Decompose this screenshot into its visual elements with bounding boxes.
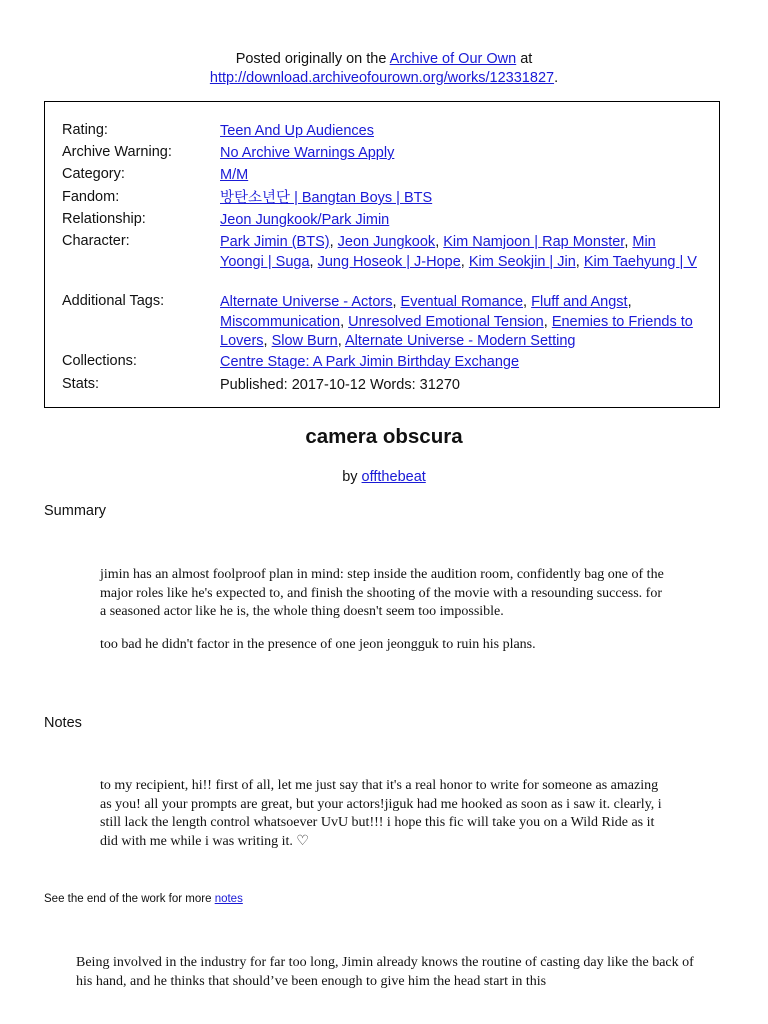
summary-text bbox=[100, 566, 665, 654]
see-end-notes bbox=[44, 893, 243, 905]
character-link[interactable]: Park Jimin (BTS) bbox=[220, 234, 330, 250]
byline bbox=[0, 469, 768, 485]
notes-paragraph: to my recipient, hi!! first of all, let me just say that it's a real honor to write for someone as amazing as you! all your prompts are great, but your actors!jiguk had me hooked as soon as i saw it. clearly, i still lack the length control whatsoever UvU but!!! i hope this fic will take you on a Wild Ride as it did with me while i was writing it. ♡ bbox=[100, 778, 662, 849]
posted-originally-header bbox=[0, 50, 768, 88]
collection-link[interactable]: Centre Stage: A Park Jimin Birthday Exchange bbox=[220, 354, 520, 370]
character-link[interactable]: Min Yoongi | Suga bbox=[220, 234, 656, 270]
tag-link[interactable]: Fluff and Angst bbox=[531, 294, 628, 310]
notes-link[interactable]: notes bbox=[214, 893, 243, 905]
character-link[interactable]: Jung Hoseok | J-Hope bbox=[317, 253, 461, 270]
fandom-link[interactable]: 방탄소년단 | Bangtan Boys | BTS bbox=[220, 190, 433, 206]
archive-warning-label: Archive Warning: bbox=[62, 144, 172, 160]
relationship-link[interactable]: Jeon Jungkook/Park Jimin bbox=[220, 212, 390, 228]
fandom-label: Fandom: bbox=[62, 189, 120, 205]
character-link[interactable]: Kim Seokjin | Jin bbox=[468, 253, 576, 270]
character-link[interactable]: Kim Taehyung | V bbox=[583, 253, 697, 270]
story-text bbox=[76, 953, 696, 991]
tag-link[interactable]: Miscommunication bbox=[220, 313, 341, 330]
collections-label: Collections: bbox=[62, 353, 137, 369]
stats-value: Published: 2017-10-12 Words: 31270 bbox=[220, 377, 460, 393]
tag-link[interactable]: Eventual Romance bbox=[400, 294, 524, 310]
stats-label: Stats: bbox=[62, 376, 100, 392]
posted-middle: at bbox=[520, 51, 533, 67]
additional-tags-list: Alternate Universe - Actors, Eventual Romance, Fluff and Angst, Miscommunication, Unresolved Emotional Tension, Enemies to Friends to Lovers, Slow Burn, Alternate Universe - Modern Setting bbox=[220, 294, 693, 349]
rating-label: Rating: bbox=[62, 122, 108, 138]
rating-link[interactable]: Teen And Up Audiences bbox=[220, 123, 374, 139]
character-list: Park Jimin (BTS), Jeon Jungkook, Kim Namjoon | Rap Monster, Min Yoongi | Suga, Jung Hoseok | J-Hope, Kim Seokjin | Jin, Kim Taehyung | V bbox=[220, 234, 697, 270]
tag-link[interactable]: Enemies to Friends to Lovers bbox=[220, 313, 693, 349]
by-label: by bbox=[342, 469, 358, 485]
author-link[interactable]: offthebeat bbox=[361, 469, 426, 485]
work-title: camera obscura bbox=[305, 425, 463, 448]
tag-link[interactable]: Unresolved Emotional Tension bbox=[348, 313, 544, 330]
character-label: Character: bbox=[62, 233, 130, 249]
category-link[interactable]: M/M bbox=[220, 167, 249, 183]
see-end-prefix: See the end of the work for more bbox=[44, 893, 212, 905]
work-metadata-box bbox=[44, 101, 720, 408]
tag-link[interactable]: Slow Burn bbox=[271, 333, 338, 349]
work-url-link[interactable]: http://download.archiveofourown.org/works/12331827 bbox=[209, 70, 555, 86]
relationship-label: Relationship: bbox=[62, 211, 146, 227]
character-link[interactable]: Kim Namjoon | Rap Monster bbox=[443, 234, 625, 250]
additional-tags-label: Additional Tags: bbox=[62, 293, 165, 309]
character-link[interactable]: Jeon Jungkook bbox=[337, 234, 436, 250]
posted-prefix: Posted originally on the bbox=[235, 51, 387, 67]
url-suffix: . bbox=[554, 70, 559, 86]
summary-paragraph: too bad he didn't factor in the presence of one jeon jeongguk to ruin his plans. bbox=[100, 636, 536, 652]
summary-paragraph: jimin has an almost foolproof plan in mind: step inside the audition room, confidently bag one of the major roles like he's expected to, and finish the shooting of the movie with a resounding success. for a seasoned actor like he is, the whole thing doesn't seem too impossible. bbox=[100, 567, 664, 619]
notes-text bbox=[100, 777, 665, 851]
tag-link[interactable]: Alternate Universe - Modern Setting bbox=[344, 333, 576, 349]
archive-of-our-own-link[interactable]: Archive of Our Own bbox=[389, 51, 517, 67]
archive-warning-link[interactable]: No Archive Warnings Apply bbox=[220, 145, 395, 161]
summary-heading: Summary bbox=[44, 503, 107, 519]
notes-heading: Notes bbox=[44, 715, 82, 731]
story-paragraph: Being involved in the industry for far too long, Jimin already knows the routine of casting day like the back of his hand, and he thinks that should’ve been enough to give him the head start in this bbox=[76, 955, 694, 989]
category-label: Category: bbox=[62, 166, 125, 182]
tag-link[interactable]: Alternate Universe - Actors bbox=[220, 294, 393, 310]
